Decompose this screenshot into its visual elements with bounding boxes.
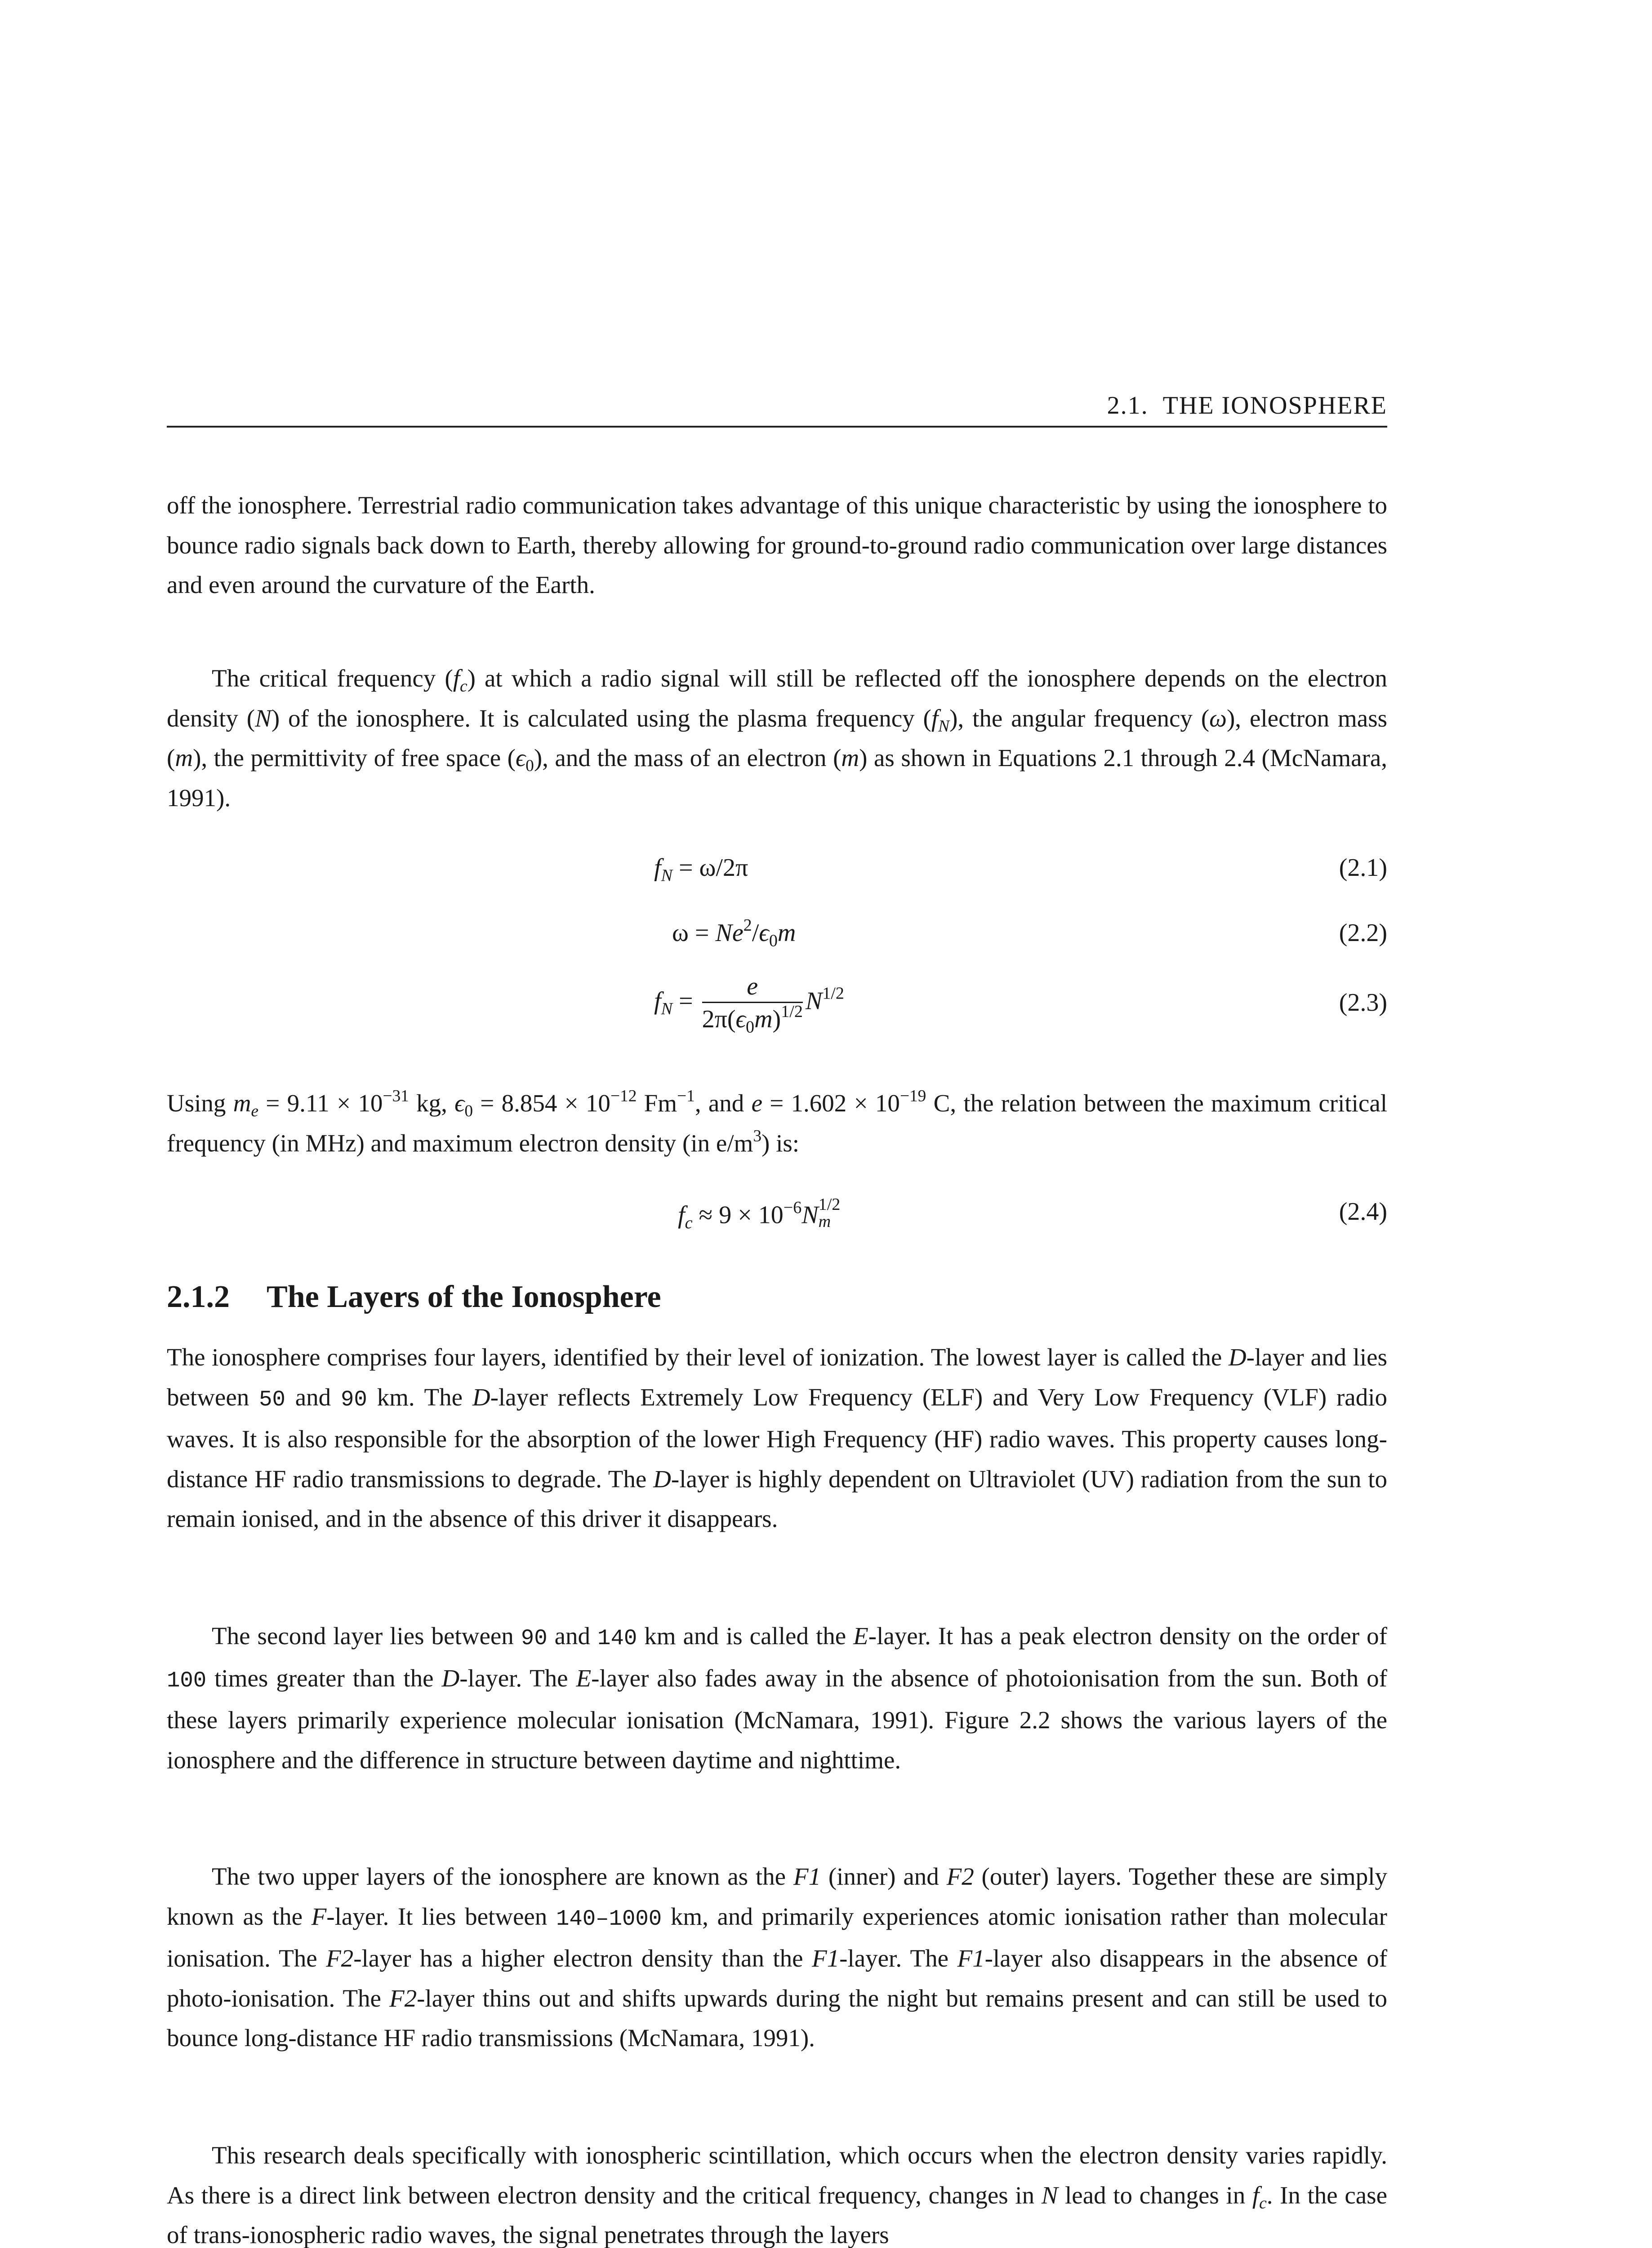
fraction: $\frac{e}{2\pi(\epsilon_0m)^{1/2}}$ [702, 971, 803, 1035]
paragraph-1: off the ionosphere. Terrestrial radio communication takes advantage of this unique characteristic by using the ionosphere to bounce radio signals back down to Earth, thereby allowing for ground-to-ground radio communication over large distances and even around the curvature of the Earth. [167, 491, 1387, 598]
paragraph-7: This research deals specifically with ionospheric scintillation, which occurs when the electron density varies rapidly. As there is a direct link between electron density and the critical frequency, changes in N lead to changes in $f_c$. In the case of trans-ionospheric radio waves, the signal penetrates through the layers [167, 2141, 1387, 2248]
equation-number-2-1: (2.1) [1339, 854, 1387, 882]
equation-2-2: $\omega = Ne^2/\epsilon_0m$ [672, 916, 796, 950]
paragraph-6: The two upper layers of the ionosphere are known as the F1 (inner) and F2 (outer) layers. Together these are simply known as the F-layer. It lies between 140–1000 km, and primarily experiences atomic ionisation rather than molecular ionisation. The F2-layer has a higher electron density than the F1-layer. The F1-layer also disappears in the absence of photo-ionisation. The F2-layer thins out and shifts upwards during the night but remains present and can still be used to bounce long-distance HF radio transmissions (McNamara, 1991). [167, 1863, 1388, 2052]
running-header [1107, 391, 1387, 420]
section-number: 2.1.2 [167, 1280, 230, 1314]
paragraph-4: The ionosphere comprises four layers, identified by their level of ionization. The lowest layer is called the D-layer and lies between 50 and 90 km. The D-layer reflects Extremely Low Frequency (ELF) and Very Low Frequency (VLF) radio waves. It is also responsible for the absorption of the lower High Frequency (HF) radio waves. This property causes long-distance HF radio transmissions to degrade. The D-layer is highly dependent on Ultraviolet (UV) radiation from the sun to remain ionised, and in the absence of this driver it disappears. [167, 1343, 1387, 1532]
equation-2-1: $f_N = \omega/2\pi$ [654, 854, 748, 885]
header-rule [167, 426, 1387, 428]
header-title: THE IONOSPHERE [1162, 392, 1387, 419]
paragraph-2: The critical frequency $(f_c)$ at which a radio signal will still be reflected off the ionosphere depends on the electron density (N) of the ionosphere. It is calculated using the plasma frequency $(f_N)$, the angular frequency (ω), electron mass (m), the permittivity of free space $(\epsilon_0)$, and the mass of an electron (m) as shown in Equations 2.1 through 2.4 (McNamara, 1991). [167, 665, 1388, 812]
paragraph-3: Using $m_e = 9.11 \times 10^{-31}$ kg, $\epsilon_0 = 8.854 \times 10^{-12}$ $Fm^{-1}$, and $e = 1.602 \times 10^{-19}$ C, the relation between the maximum critical frequency (in MHz) and maximum electron density (in $e/m^3$) is: [167, 1087, 1388, 1157]
section-title: The Layers of the Ionosphere [267, 1280, 661, 1314]
header-section-number: 2.1. [1107, 392, 1149, 419]
equation-number-2-4: (2.4) [1339, 1198, 1387, 1226]
equation-2-3: $f_N$ = $\frac{e}{2\pi(\epsilon_0m)^{1/2}}$ $N^{1/2}$ [654, 971, 844, 1035]
equation-2-4: $f_c \approx 9 \times 10^{-6}N$ 1/2 m [678, 1195, 841, 1233]
paragraph-5: The second layer lies between 90 and 140 km and is called the E-layer. It has a peak electron density on the order of 100 times greater than the D-layer. The E-layer also fades away in the absence of photoionisation from the sun. Both of these layers primarily experience molecular ionisation (McNamara, 1991). Figure 2.2 shows the various layers of the ionosphere and the difference in structure between daytime and nighttime. [167, 1622, 1388, 1774]
equation-number-2-2: (2.2) [1339, 919, 1387, 947]
equation-number-2-3: (2.3) [1339, 989, 1387, 1017]
